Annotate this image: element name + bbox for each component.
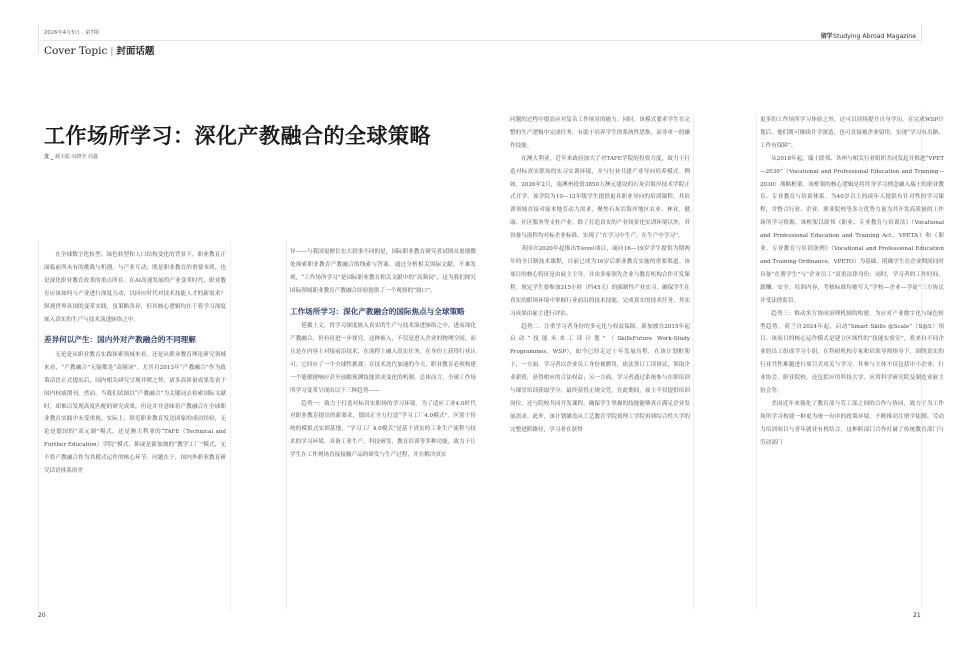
paragraph: 问题的过程中提高应对复杂工作场景的能力。同时，该模式要求学生在完整的生产逻辑中完成任务，有助于培养学生的系统性思维，而非单一的操作技能。 [510,117,690,149]
section-label [44,43,154,57]
subheading: 工作场所学习：深化产教融合的国际焦点与全球策略 [290,306,465,316]
paragraph: 无论是从职业教育实践探索领域来看，还是从职业教育理论研究领域来看，“产教融合”无疑都是“高频词”。尤其自2013年“产教融合”作为政策话语正式提出后，国内相关研究呈现井喷之势，诸多高质量成果发表于国内权威期刊。然而，当我们试图以“产教融合”为关键词去检索国际文献时，却难以发现高度匹配的研究成果，但这并非意味着产教融合在全球职业教育实践中未受重视。实际上，纵览职业教育发达国家的成功经验，无论是德国的“双元制”模式，还是澳大利亚的“TAFE（Technical and Further Education）学院”模式，抑或是新加坡的“教学工厂”模式，无不将产教融合作为其模式运作的核心环节。问题在于，国内外职业教育研究话语体系的差 [44,351,226,475]
page-number-right: 21 [913,612,921,619]
column-rule-left [38,240,39,610]
magazine-logo-icon: 留学 [820,33,833,40]
column-rule [756,114,757,610]
magazine-name: Studying Abroad Magazine [833,33,916,40]
paragraph: 更多的工作场所学习体验之外，还可以持续提升自身学历。在完成WSP计划后，他们既可继续升学深造，也可直接被企业留用，实现“学习有出路、工作有保障”。 [760,117,944,149]
section-label-en: Cover Topic [44,45,108,57]
section-label-cn: 封面话题 [116,46,155,57]
paragraph: 延循上文，将学习深度嵌入真实的生产与技术演进脉络之中，进而深化产教融合，仍有待进一步探究。这种嵌入，不仅是进入企业的物理空间，而且是在内容上对接前沿技术，在流程上融入真实任务，在身份上获得行业认可。它回应了一个全球性挑战：在技术迭代加速的今天，职业教育必须构建一个能敏捷响应甚至前瞻预测技能需求变化的机制。总体而言，全球工作场所学习变革呈现出以下三种趋势—— [290,323,476,394]
text-column-2 [290,246,476,609]
paragraph: 趋势三：推动多方协同治理机制的构建。为应对产业数字化与绿色转型趋势，荷兰自2024年起，启动“Smart Skills @Scale”（S@S）项目。该项目的核心运作模式是建立区域性的“技能实验室”，将来自不同企业的员工组成学习小组，在科研机构专家和培训导师指导下，围绕真实的行业共性难题进行项目式攻关与学习。其参与主体不仅包括中小企业、行业协会、职业院校，还包括应用科技大学、应用科学研究院及制造业雇主协会等。 [760,310,944,395]
text-column-1 [44,249,226,607]
issue-date: 2026年4月5日 · 第7期 [44,30,100,36]
column-rule [286,240,287,610]
header-right-rule [921,24,922,44]
paragraph: 英国自2020年起推出T-level项目，面向16—19岁学生提供为期两年的全日制技术课程，目前已成为16岁后职业教育实施的重要渠道。该项目的核心特征是由雇主主导，并由多家领先企业与教育机构合作开发课程。规定学生要参加315小时（约45天）的强制性产业实习，确保学生在真实的职场环境中掌握行业前沿的技术技能，完成真实的技术任务，其实习成果由雇主进行评估。 [510,246,690,317]
section-separator: | [110,47,114,57]
article-title: 工作场所学习：深化产教融合的全球策略 [44,124,431,148]
paragraph: 从2018年起，瑞士联邦、各州与相关行业组织共同发起并推进“VPET—2030”（Vocational and Professional Education and Training—2030）战略框架。该框架的核心逻辑是将终身学习理念融入瑞士的职业教育、专业教育与培训体系，为40岁以上的成年人提供有针对性的学习课程，并整合行业、企业、职业院校等多方优势力量为其开发高质量的工作场所学习资源。该框架以联邦《职业、专业教育与培训法》（Vocational and Professional Education and Training Act，VPETA）和《职业、专业教育与培训条例》（Vocational and Professional Education and Training Ordinance，VPETO）为基础，明确学生在企业期间同时具备“在册学生”与“企业员工”双重法律身份；同时，学习者的工作时间、薪酬、安全、培训内容、考核标准均被写入“学校—企业—学徒”三方协议并受法律监管。 [760,155,944,304]
paragraph: 趋势一：致力于打造对标真实职场的学习环境。为了适应工业4.0时代对职业教育提出的新要求，德国正全力打造“学习工厂4.0模式”。区别于传统的模拟式实训基地，“学习工厂4.0模式”是基于真实的工业生产流程与技术的学习环境，具备工业生产、科技研发、教育培训等多种功能，致力于让学生在工作现场直接接触产品的研发与生产过程，并在解决真实 [290,400,476,459]
paragraph: 在全球数字化转型、绿色转型和人口结构变化的背景下，职业教育正面临前所未有的挑战与机遇。与产业互动，既是职业教育的重要本质，也是深化职业教育改革的重点所在。在AI高速发展的产业变革时代，职业教育应该如何与产业进行深度互动，以回应时代对技术技能人才的新需求？纵观世界各国的变革实践，虽策略各异，但其核心逻辑均在于将学习深度嵌入真实的生产与技术演进脉络之中。 [44,252,226,323]
paragraph: 在澳大利亚，近年来政府加大了对TAFE学院的投资力度，致力于打造对标真实职场的实习实训环境，并与行业共建产业导向培养模式。例如，2026年2月，南澳州投资3850万澳元建设的石灰岩海岸技术学院正式开学。该学院为10—12年级学生提供更具职业导向的培训课程，其培训领域直接对接本地劳动力需求，聚焦石灰岩海岸地区农业、林业、健康、社区服务等支柱产业。除了打造真实的产业场景化实训环境以外，其设备与流程均对标企业标准，实现了“在学习中生产，在生产中学习”。 [510,155,690,240]
subheading: 差异何以产生：国内外对产教融合的不同理解 [44,335,196,345]
header-left-rule [38,24,39,54]
magazine-masthead [821,31,916,40]
page-number-left: 20 [38,612,46,619]
header-divider [38,40,920,41]
column-rule [693,114,694,610]
column-rule [230,240,231,610]
byline [44,153,98,160]
byline-prefix: 文 _ [44,154,54,160]
paragraph: 趋势二：注重学习者身份的多元化与权益保障。新加坡自2015年起启动“技能未来工读计划”（SkillsFuture Work-Study Programmes，WSP），如今已经走过十年发展历程。在该计划框架下，一方面，学习者以企业员工身份被聘用，依法签订工读协议，领取企业薪资，获得相应的合法权益；另一方面，学习者通过系统参与在职培训与课堂培训获取学分，最终获得正规文凭。在此期间，雇主不仅提供培训岗位，还与院校共同开发课程，确保学生掌握的技能能够真正满足企业发展需求。此外，该计划涵盖从工艺教育学院到理工学院再到综合性大学的完整进阶路径，学习者在获得 [510,323,690,433]
text-column-4 [760,114,944,610]
paragraph: 异——与我国更擅长宏大叙事不同的是，国际职业教育研究者试图从更细微处探索职业教育产教融合的线索与答案。通过分析相关国际文献，不难发现，“工作场所学习”是国际职业教育相关文献中的“高频词”，这为我们探究国际领域职业教育产教融合经验提供了一个观察的“窗口”。 [290,249,476,294]
text-column-3 [510,114,690,610]
paragraph: 美国近年来强化了教育部与劳工部之间的合作与协同，致力于为工作场所学习构建一种更为统一有序的政策环境，不断推动注册学徒制、劳动力培训项目与青年就业有机结合。这种跨部门合作打破了传统教育部门与劳动部门 [760,400,944,446]
byline-authors: 郝天聪 向晓莹 周鑫 [54,154,99,160]
